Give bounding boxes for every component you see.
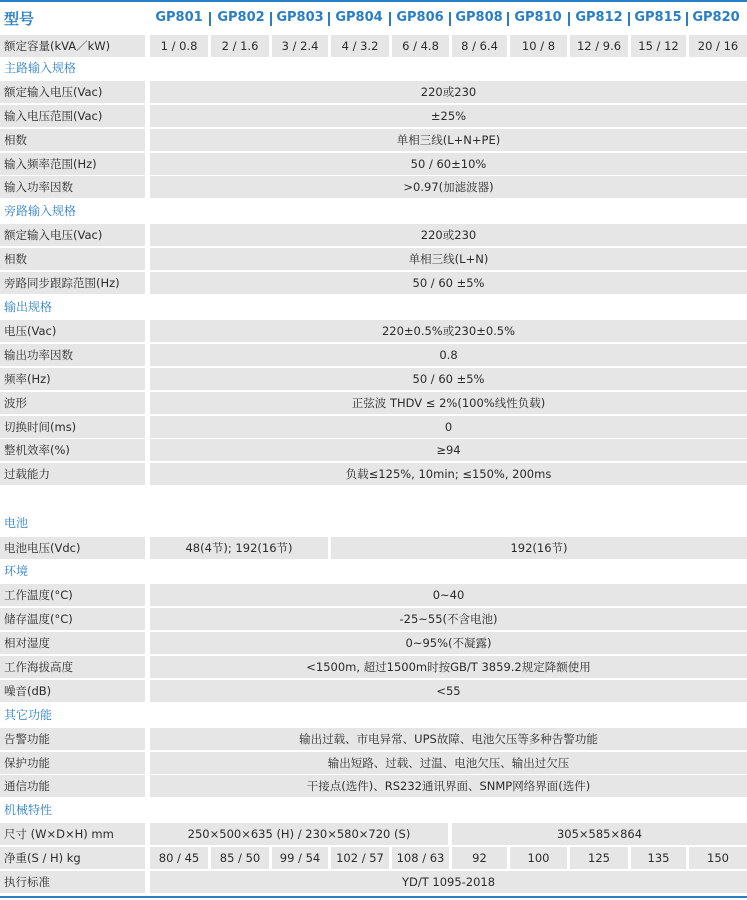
weight-cell: 92: [452, 847, 507, 869]
row-value: -25~55(不含电池): [150, 608, 747, 630]
row-label: 净重(S / H) kg: [0, 847, 145, 869]
row-value: 192(16节): [331, 537, 747, 559]
row-label: 输入频率范围(Hz): [0, 153, 145, 175]
row-value: <55: [150, 680, 747, 702]
spec-row: [0, 463, 747, 485]
row-value: ±25%: [150, 105, 747, 127]
bottom-rule: [0, 896, 747, 898]
row-value: 220或230: [150, 81, 747, 103]
spec-row: [0, 176, 747, 198]
spec-row: [0, 248, 747, 270]
row-value: 250×500×635 (H) / 230×580×720 (S): [150, 823, 448, 845]
row-value: 0: [150, 416, 747, 438]
row-value: 干接点(选件)、RS232通讯界面、SNMP网络界面(选件): [150, 775, 747, 797]
row-label: 输入电压范围(Vac): [0, 105, 145, 127]
weight-cell: 99 / 54: [272, 847, 328, 869]
row-label: 额定容量(kVA／kW): [0, 35, 145, 57]
model-gp806: GP806: [396, 10, 444, 25]
row-label: 频率(Hz): [0, 368, 145, 390]
row-label: 额定输入电压(Vac): [0, 81, 145, 103]
spec-row: [0, 320, 747, 342]
row-label: 工作温度(°C): [0, 584, 145, 606]
capacity-cell: 10 / 8: [510, 35, 567, 57]
model-gp802: GP802: [217, 10, 265, 25]
model-separator: [209, 12, 211, 26]
spec-row: [0, 439, 747, 461]
spec-row: [0, 632, 747, 654]
model-gp808: GP808: [455, 10, 503, 25]
row-label: 噪音(dB): [0, 680, 145, 702]
capacity-cell: 2 / 1.6: [211, 35, 269, 57]
row-value: 负载≤125%, 10min; ≤150%, 200ms: [150, 463, 747, 485]
weight-cell: 135: [631, 847, 686, 869]
spec-row: [0, 823, 747, 845]
section-environment: 环境: [4, 564, 29, 578]
model-gp803: GP803: [276, 10, 324, 25]
capacity-cell: 1 / 0.8: [150, 35, 208, 57]
row-label: 电池电压(Vdc): [0, 537, 145, 559]
row-label: 输入功率因数: [0, 176, 145, 198]
row-value: 50 / 60±10%: [150, 153, 747, 175]
model-gp812: GP812: [575, 10, 623, 25]
row-label: 相对湿度: [0, 632, 145, 654]
header-title: 型号: [4, 10, 35, 28]
spec-row: [0, 224, 747, 246]
row-value: 220±0.5%或230±0.5%: [150, 320, 747, 342]
row-label: 保护功能: [0, 752, 145, 774]
row-value: 50 / 60 ±5%: [150, 368, 747, 390]
section-other: 其它功能: [4, 708, 53, 722]
row-value: 正弦波 THDV ≤ 2%(100%线性负载): [150, 392, 747, 414]
row-value: 0~95%(不凝露): [150, 632, 747, 654]
model-header: [0, 0, 747, 36]
row-value: 0~40: [150, 584, 747, 606]
model-gp801: GP801: [155, 10, 203, 25]
row-value: 0.8: [150, 344, 747, 366]
row-label: 相数: [0, 248, 145, 270]
capacity-row: [0, 35, 747, 57]
model-gp804: GP804: [335, 10, 383, 25]
weight-row: [0, 847, 747, 869]
row-label: 过载能力: [0, 463, 145, 485]
row-value: >0.97(加滤波器): [150, 176, 747, 198]
section-main-input: 主路输入规格: [4, 61, 77, 75]
capacity-cell: 20 / 16: [689, 35, 747, 57]
row-value: 单相三线(L+N+PE): [150, 129, 747, 151]
spec-row: [0, 129, 747, 151]
row-label: 额定输入电压(Vac): [0, 224, 145, 246]
spec-row: [0, 656, 747, 678]
section-output: 输出规格: [4, 300, 53, 314]
row-value: 305×585×864: [452, 823, 747, 845]
weight-cell: 100: [510, 847, 567, 869]
row-value: 220或230: [150, 224, 747, 246]
row-label: 波形: [0, 392, 145, 414]
spec-row: [0, 680, 747, 702]
row-label: 电压(Vac): [0, 320, 145, 342]
spec-row: [0, 537, 747, 559]
model-gp810: GP810: [514, 10, 562, 25]
weight-cell: 150: [689, 847, 747, 869]
spec-row: [0, 392, 747, 414]
model-gp815: GP815: [634, 10, 682, 25]
weight-cell: 125: [570, 847, 628, 869]
spec-row: [0, 752, 747, 774]
weight-cell: 80 / 45: [150, 847, 208, 869]
spec-row: [0, 584, 747, 606]
spec-row: [0, 272, 747, 294]
weight-cell: 85 / 50: [211, 847, 269, 869]
row-label: 通信功能: [0, 775, 145, 797]
spec-row: [0, 105, 747, 127]
capacity-cell: 12 / 9.6: [570, 35, 628, 57]
spec-row: [0, 416, 747, 438]
spec-row: [0, 153, 747, 175]
section-mechanical: 机械特性: [4, 803, 53, 817]
spec-row: [0, 775, 747, 797]
capacity-cell: 4 / 3.2: [331, 35, 389, 57]
spec-row: [0, 871, 747, 893]
spec-row: [0, 344, 747, 366]
row-label: 相数: [0, 129, 145, 151]
weight-cell: 108 / 63: [392, 847, 449, 869]
capacity-cell: 3 / 2.4: [272, 35, 328, 57]
row-label: 执行标准: [0, 871, 145, 893]
row-value: 输出过载、市电异常、UPS故障、电池欠压等多种告警功能: [150, 728, 747, 750]
row-label: 切换时间(ms): [0, 416, 145, 438]
row-value: 50 / 60 ±5%: [150, 272, 747, 294]
spec-row: [0, 728, 747, 750]
row-value: <1500m, 超过1500m时按GB/T 3859.2规定降额使用: [150, 656, 747, 678]
row-label: 告警功能: [0, 728, 145, 750]
row-label: 旁路同步跟踪范围(Hz): [0, 272, 145, 294]
model-gp820: GP820: [692, 10, 740, 25]
capacity-cell: 15 / 12: [631, 35, 686, 57]
row-value: 输出短路、过载、过温、电池欠压、输出过欠压: [150, 752, 747, 774]
row-value: 48(4节); 192(16节): [150, 537, 328, 559]
spec-row: [0, 81, 747, 103]
row-label: 尺寸 (W×D×H) mm: [0, 823, 145, 845]
row-value: ≥94: [150, 439, 747, 461]
row-label: 工作海拔高度: [0, 656, 145, 678]
row-label: 储存温度(°C): [0, 608, 145, 630]
row-value: YD/T 1095-2018: [150, 871, 747, 893]
section-battery: 电池: [4, 516, 29, 530]
row-value: 单相三线(L+N): [150, 248, 747, 270]
weight-cell: 102 / 57: [331, 847, 389, 869]
capacity-cell: 6 / 4.8: [392, 35, 449, 57]
capacity-cell: 8 / 6.4: [452, 35, 507, 57]
spec-row: [0, 368, 747, 390]
spec-row: [0, 608, 747, 630]
row-label: 整机效率(%): [0, 439, 145, 461]
section-bypass-input: 旁路输入规格: [4, 204, 77, 218]
row-label: 输出功率因数: [0, 344, 145, 366]
